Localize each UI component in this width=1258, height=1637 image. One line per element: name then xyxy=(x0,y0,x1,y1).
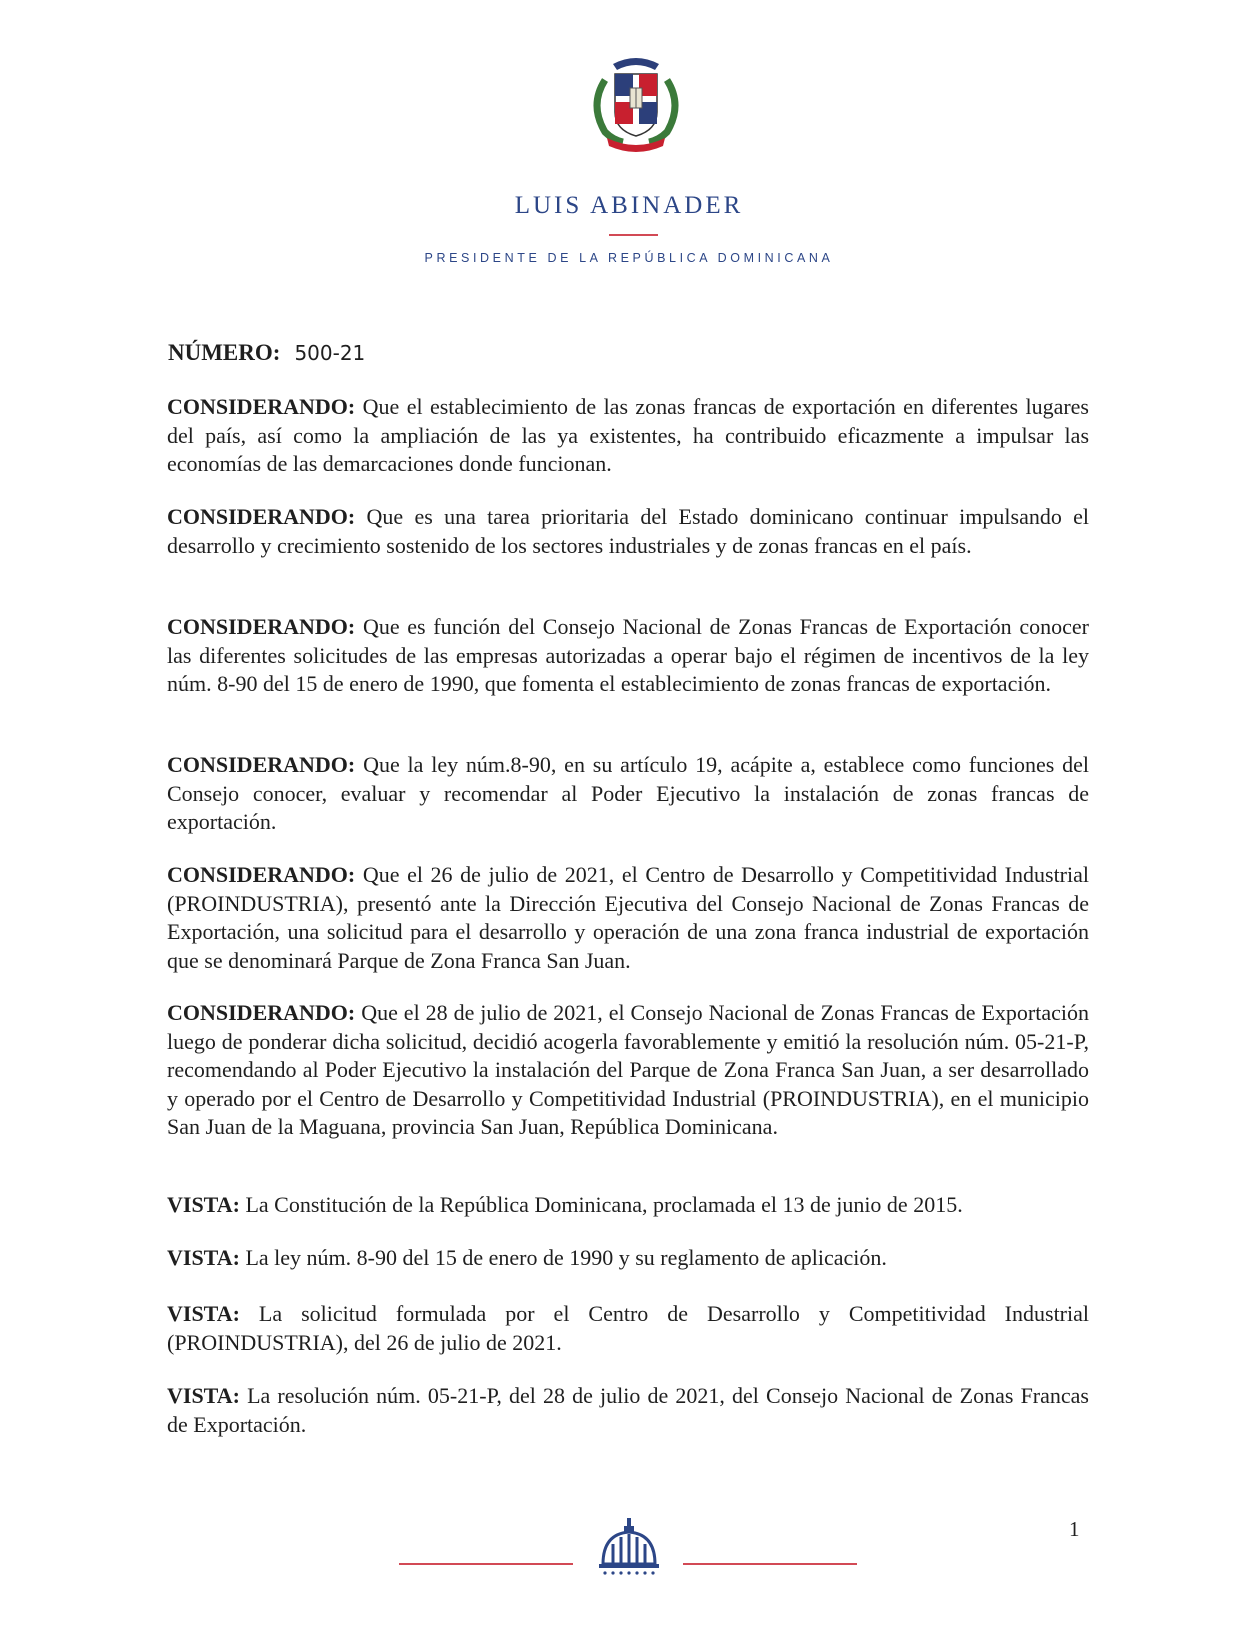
paragraph-considerando-3 xyxy=(167,613,1089,699)
paragraph-considerando-4 xyxy=(167,751,1089,837)
decree-number-label: NÚMERO: xyxy=(168,340,281,365)
paragraph-keyword: VISTA: xyxy=(167,1192,240,1217)
decree-number-value: 500-21 xyxy=(294,341,366,365)
footer-divider-right xyxy=(683,1563,857,1565)
paragraph-text: La solicitud formulada por el Centro de Desarrollo y Competitividad Industrial (PROINDUSTRIA), del 26 de julio de 2021. xyxy=(167,1301,1089,1355)
paragraph-considerando-6 xyxy=(167,999,1089,1142)
paragraph-text: La Constitución de la República Dominicana, proclamada el 13 de junio de 2015. xyxy=(239,1192,963,1217)
official-title: PRESIDENTE DE LA REPÚBLICA DOMINICANA xyxy=(424,251,834,265)
page-number: 1 xyxy=(1069,1517,1080,1541)
paragraph-keyword: VISTA: xyxy=(167,1245,240,1270)
paragraph-vista-1 xyxy=(167,1191,1089,1220)
paragraph-keyword: CONSIDERANDO: xyxy=(167,504,356,529)
paragraph-text: La ley núm. 8-90 del 15 de enero de 1990 y su reglamento de aplicación. xyxy=(239,1245,887,1270)
paragraph-keyword: CONSIDERANDO: xyxy=(167,1000,356,1025)
paragraph-considerando-5 xyxy=(167,861,1089,975)
paragraph-keyword: VISTA: xyxy=(167,1383,240,1408)
paragraph-keyword: CONSIDERANDO: xyxy=(167,614,356,639)
paragraph-keyword: CONSIDERANDO: xyxy=(167,862,356,887)
header-divider xyxy=(609,234,658,236)
paragraph-text: Que el establecimiento de las zonas francas de exportación en diferentes lugares del país, así como la ampliación de las ya existentes, ha contribuido eficazmente a impulsar las economías de las demarcaciones donde funcionan. xyxy=(167,394,1089,477)
paragraph-considerando-1 xyxy=(167,393,1089,479)
paragraph-keyword: CONSIDERANDO: xyxy=(167,394,356,419)
paragraph-keyword: CONSIDERANDO: xyxy=(167,752,356,777)
paragraph-considerando-2 xyxy=(167,503,1089,560)
paragraph-text: La resolución núm. 05-21-P, del 28 de julio de 2021, del Consejo Nacional de Zonas Francas de Exportación. xyxy=(167,1383,1089,1437)
paragraph-text: Que es función del Consejo Nacional de Zonas Francas de Exportación conocer las diferentes solicitudes de las empresas autorizadas a operar bajo el régimen de incentivos de la ley núm. 8-90 del 15 de enero de 1990, que fomenta el establecimiento de zonas francas de exportación. xyxy=(167,614,1089,697)
footer-divider-left xyxy=(399,1563,573,1565)
paragraph-text: Que el 26 de julio de 2021, el Centro de Desarrollo y Competitividad Industrial (PROINDUSTRIA), presentó ante la Dirección Ejecutiva del Consejo Nacional de Zonas Francas de Exportación, una solicitud para el desarrollo y operación de una zona franca industrial de exportación que se denominará Parque de Zona Franca San Juan. xyxy=(167,862,1089,973)
paragraph-vista-4 xyxy=(167,1382,1089,1439)
palace-dome-icon xyxy=(595,1516,663,1576)
paragraph-keyword: VISTA: xyxy=(167,1301,240,1326)
paragraph-vista-3 xyxy=(167,1300,1089,1357)
official-name: LUIS ABINADER xyxy=(514,192,744,219)
coat-of-arms-icon xyxy=(583,50,689,156)
paragraph-vista-2 xyxy=(167,1244,1089,1273)
decree-number xyxy=(168,340,365,366)
paragraph-text: Que la ley núm.8-90, en su artículo 19, acápite a, establece como funciones del Consejo conocer, evaluar y recomendar al Poder Ejecutivo la instalación de zonas francas de exportación. xyxy=(167,752,1089,835)
paragraph-text: Que es una tarea prioritaria del Estado dominicano continuar impulsando el desarrollo y crecimiento sostenido de los sectores industriales y de zonas francas en el país. xyxy=(167,504,1089,558)
paragraph-text: Que el 28 de julio de 2021, el Consejo Nacional de Zonas Francas de Exportación luego de ponderar dicha solicitud, decidió acogerla favorablemente y emitió la resolución núm. 05-21-P, recomendando al Poder Ejecutivo la instalación del Parque de Zona Franca San Juan, a ser desarrollado y operado por el Centro de Desarrollo y Competitividad Industrial (PROINDUSTRIA), en el municipio San Juan de la Maguana, provincia San Juan, República Dominicana. xyxy=(167,1000,1089,1140)
